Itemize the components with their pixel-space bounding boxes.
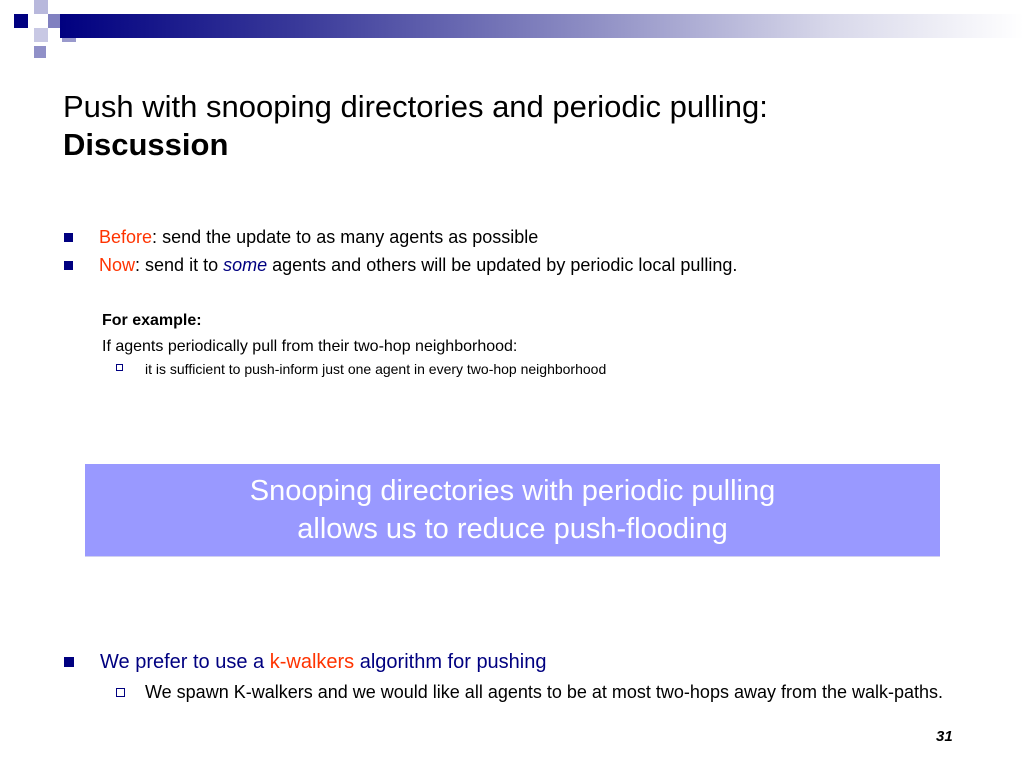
before-text: send the update to as many agents as possible: [157, 227, 539, 247]
hollow-square-bullet-icon: [116, 688, 125, 697]
square-bullet-icon: [64, 233, 73, 242]
title-line-2: Discussion: [63, 127, 229, 162]
title-line-1: Push with snooping directories and periodic pulling:: [63, 89, 768, 124]
highlight-line-2: allows us to reduce push-flooding: [297, 513, 728, 545]
title-gradient-bar: [60, 14, 1024, 38]
some-emphasis: some: [223, 255, 268, 275]
hollow-square-bullet-icon: [116, 364, 123, 371]
highlight-box: [85, 464, 940, 557]
page-number: 31: [936, 728, 953, 745]
square-light: [34, 0, 48, 14]
square-navy: [14, 14, 28, 28]
slide-title: [63, 88, 768, 164]
square-pale: [34, 28, 48, 42]
highlight-line-1: Snooping directories with periodic pulling: [249, 475, 776, 507]
now-keyword: Now: [99, 255, 136, 275]
k-walkers-keyword: k-walkers: [269, 651, 355, 673]
example-text: If agents periodically pull from their two-hop neighborhood:: [102, 338, 518, 355]
square-small: [34, 46, 46, 58]
before-keyword: Before: [99, 227, 153, 247]
square-bullet-icon: [64, 261, 73, 270]
example-heading: For example:: [102, 312, 202, 329]
square-bullet-icon: [64, 657, 74, 667]
